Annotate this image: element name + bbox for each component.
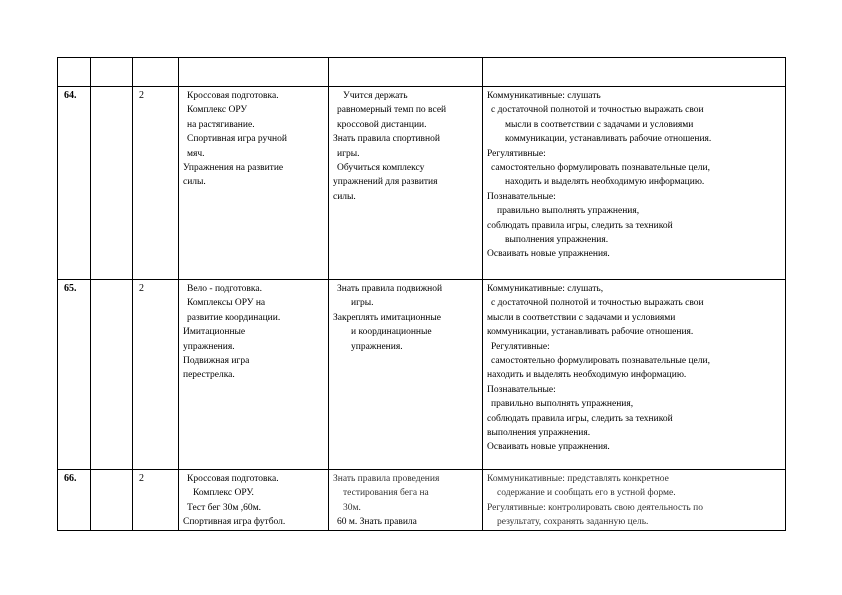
uud-line: Коммуникативные: представлять конкретное [487, 474, 669, 484]
uud-results [483, 87, 786, 280]
subject-line: Знать правила проведения [333, 474, 440, 484]
table-row [58, 87, 786, 280]
uud-results [483, 470, 786, 531]
uud-line: правильно выполнять упражнения, [491, 399, 634, 410]
header-cell-date [91, 58, 133, 87]
uud-line: соблюдать правила игры, следить за техникой [487, 220, 673, 231]
topic-line: развитие координации. [187, 312, 281, 323]
subject-results [329, 280, 483, 470]
uud-line: Осваивать новые упражнения. [487, 249, 610, 260]
lesson-date [91, 280, 133, 470]
topic-line: Комплексы ОРУ на [187, 298, 266, 309]
uud-line: результату, сохранять заданную цель. [497, 517, 649, 528]
uud-results [483, 280, 786, 470]
topic-line: перестрелка. [183, 370, 235, 381]
uud-line: Познавательные: [487, 384, 556, 395]
uud-line: Осваивать новые упражнения. [487, 442, 610, 453]
uud-line: Регулятивные: [491, 341, 550, 352]
lesson-number: 64. [58, 87, 91, 280]
header-cell-uud [483, 58, 786, 87]
uud-line: выполнения упражнения. [505, 235, 609, 246]
topic-line: силы. [183, 177, 206, 188]
subject-line: кроссовой дистанции. [337, 119, 427, 130]
header-row [58, 58, 786, 87]
uud-line: правильно выполнять упражнения, [497, 206, 640, 217]
table-row [58, 470, 786, 531]
lesson-date [91, 470, 133, 531]
topic-line: Тест бег 30м ,60м. [187, 502, 261, 513]
uud-line: Коммуникативные: слушать, [487, 284, 604, 294]
uud-line: Коммуникативные: слушать [487, 91, 601, 101]
uud-line: самостоятельно формулировать познавательные цели, [491, 356, 710, 367]
subject-line: игры. [351, 298, 374, 309]
uud-line: коммуникации, устанавливать рабочие отношения. [505, 134, 712, 145]
header-cell-number [58, 58, 91, 87]
lesson-hours: 2 [133, 280, 179, 470]
subject-line: Знать правила спортивной [333, 134, 440, 145]
lesson-topic [179, 280, 329, 470]
lesson-number: 65. [58, 280, 91, 470]
topic-line: Вело - подготовка. [187, 284, 262, 294]
header-cell-subject-results [329, 58, 483, 87]
uud-line: выполнения упражнения. [487, 428, 591, 439]
subject-results [329, 87, 483, 280]
subject-line: и координационные [351, 327, 432, 338]
subject-line: Учится держать [343, 91, 408, 101]
topic-line: Комплекс ОРУ [187, 105, 248, 116]
subject-line: равномерный темп по всей [337, 105, 447, 116]
thematic-plan-table [57, 57, 786, 531]
subject-line: тестирования бега на [343, 488, 429, 499]
topic-line: Имитационные [183, 327, 246, 338]
topic-line: Спортивная игра футбол. [183, 517, 286, 528]
subject-line: Обучиться комплексу [337, 163, 425, 174]
uud-line: соблюдать правила игры, следить за техникой [487, 413, 673, 424]
lesson-number: 66. [58, 470, 91, 531]
topic-line: Подвижная игра [183, 356, 250, 367]
lesson-hours: 2 [133, 470, 179, 531]
topic-line: Упражнения на развитие [183, 163, 284, 174]
uud-line: содержание и сообщать его в устной форме. [497, 488, 676, 499]
uud-line: мысли в соответствии с задачами и условиями [487, 312, 676, 323]
subject-line: упражнения. [351, 341, 403, 352]
uud-line: Регулятивные: контролировать свою деятельность по [487, 502, 703, 513]
header-cell-topic [179, 58, 329, 87]
uud-line: Познавательные: [487, 191, 556, 202]
topic-line: мяч. [187, 148, 205, 159]
table-row [58, 280, 786, 470]
topic-line: Комплекс ОРУ. [193, 488, 254, 499]
lesson-hours: 2 [133, 87, 179, 280]
uud-line: мысли в соответствии с задачами и условиями [505, 119, 694, 130]
topic-line: Кроссовая подготовка. [187, 474, 279, 484]
topic-line: Кроссовая подготовка. [187, 91, 279, 101]
header-cell-hours [133, 58, 179, 87]
uud-line: Регулятивные: [487, 148, 546, 159]
lesson-date [91, 87, 133, 280]
topic-line: Спортивная игра ручной [187, 134, 287, 145]
topic-line: на растягивание. [187, 119, 255, 130]
subject-line: 60 м. Знать правила [337, 517, 417, 528]
subject-line: Знать правила подвижной [337, 284, 443, 294]
subject-line: Закреплять имитационные [333, 312, 441, 323]
lesson-topic [179, 87, 329, 280]
subject-line: 30м. [343, 502, 361, 513]
uud-line: с достаточной полнотой и точностью выражать свои [491, 298, 704, 309]
uud-line: находить и выделять необходимую информацию. [487, 370, 687, 381]
lesson-topic [179, 470, 329, 531]
uud-line: коммуникации, устанавливать рабочие отношения. [487, 327, 694, 338]
subject-line: силы. [333, 191, 356, 202]
uud-line: находить и выделять необходимую информацию. [505, 177, 705, 188]
topic-line: упражнения. [183, 341, 235, 352]
subject-line: упражнений для развития [333, 177, 438, 188]
subject-results [329, 470, 483, 531]
subject-line: игры. [337, 148, 360, 159]
uud-line: самостоятельно формулировать познавательные цели, [491, 163, 710, 174]
uud-line: с достаточной полнотой и точностью выражать свои [491, 105, 704, 116]
